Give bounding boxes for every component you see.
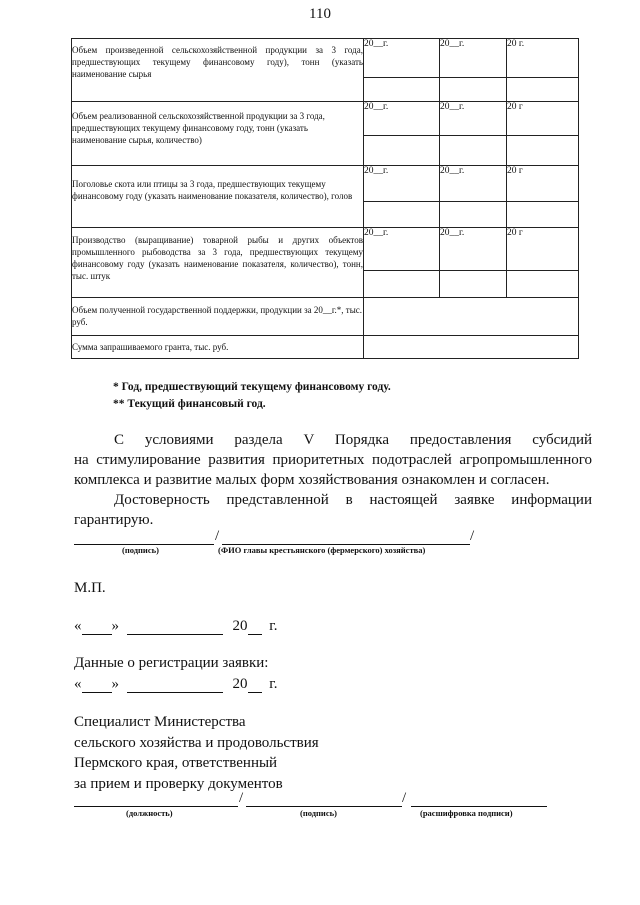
year-cell: 20 г [507,166,579,202]
table-row-label: Сумма запрашиваемого гранта, тыс. руб. [72,336,364,359]
day-blank[interactable] [82,680,112,693]
separator-slash: / [470,528,475,544]
table-row-label: Производство (выращивание) товарной рыбы и других объектов промышленного рыбоводства за 3 года, предшествующих текущему финансовому году (указать наименование показателя, количество), тонн, тыс. штук [72,228,364,298]
footnote: * Год, предшествующий текущему финансовому году. [113,381,391,393]
agreement-line: С условиями раздела V Порядка предоставления субсидий [114,432,592,448]
signature-caption: (подпись) [300,808,337,818]
value-cell[interactable] [440,136,507,166]
specialist-line: сельского хозяйства и продовольствия [74,734,319,751]
value-cell[interactable] [364,136,440,166]
quote-close: » [111,618,119,634]
seal-mark: М.П. [74,580,106,596]
value-cell[interactable] [507,136,579,166]
decoding-caption: (расшифровка подписи) [420,808,513,818]
table-row-label: Поголовье скота или птицы за 3 года, предшествующих текущему финансовому году (указать наименование показателя, количество), голов [72,166,364,228]
specialist-line: за прием и проверку документов [74,775,283,792]
year-cell: 20__г. [440,228,507,271]
data-table [71,38,579,359]
year-cell: 20__г. [364,166,440,202]
year-prefix: 20 [232,676,248,692]
year-prefix: 20 [232,618,248,634]
guarantee-line: Достоверность представленной в настоящей заявке информации [114,492,592,508]
value-cell[interactable] [364,202,440,228]
position-line[interactable] [74,806,238,807]
year-blank[interactable] [248,622,262,635]
position-caption: (должность) [126,808,173,818]
guarantee-paragraph [74,490,592,530]
registration-date-field [74,676,277,693]
year-cell: 20__г. [440,39,507,78]
value-cell[interactable] [507,78,579,102]
guarantee-line: гарантирую. [74,512,154,528]
year-cell: 20__г. [440,102,507,136]
quote-close: » [111,676,119,692]
value-cell[interactable] [440,202,507,228]
specialist-block [74,712,319,794]
specialist-line: Специалист Министерства [74,714,246,730]
page-number: 110 [309,6,331,22]
month-blank[interactable] [127,680,223,693]
table-row-label: Объем произведенной сельскохозяйственной продукции за 3 года, предшествующих текущему финансовому году), тонн (указать наименование сырья [72,39,364,102]
agreement-line: на стимулирование развития приоритетных подотраслей агропромышленного [74,452,592,468]
table-row-label: Объем реализованной сельскохозяйственной продукции за 3 года, предшествующих текущему финансовому году, тонн (указать наименование сырья, количество) [72,102,364,166]
value-cell[interactable] [507,271,579,298]
year-suffix: г. [269,618,278,634]
year-cell: 20__г. [364,228,440,271]
year-cell: 20__г. [364,39,440,78]
value-cell[interactable] [364,271,440,298]
quote-open: « [74,676,82,692]
decoding-line[interactable] [411,806,547,807]
separator-slash: / [402,790,407,806]
year-cell: 20__г. [440,166,507,202]
date-field [74,618,277,635]
specialist-line: Пермского края, ответственный [74,755,278,771]
year-blank[interactable] [248,680,262,693]
value-cell[interactable] [364,298,579,336]
fio-caption: (ФИО главы крестьянского (фермерского) хозяйства) [218,545,426,555]
quote-open: « [74,618,82,634]
agreement-line: комплекса и развитие малых форм хозяйствования ознакомлен и согласен. [74,472,550,488]
year-suffix: г. [269,676,278,692]
value-cell[interactable] [440,78,507,102]
year-cell: 20 г [507,228,579,271]
signature-caption: (подпись) [122,545,159,555]
separator-slash: / [239,790,244,806]
table-row-label: Объем полученной государственной поддержки, продукции за 20__г.*, тыс. руб. [72,298,364,336]
year-cell: 20 г. [507,39,579,78]
year-cell: 20__г. [364,102,440,136]
year-cell: 20 г [507,102,579,136]
specialist-signature-line[interactable] [246,806,402,807]
footnote: ** Текущий финансовый год. [113,398,266,410]
value-cell[interactable] [364,78,440,102]
value-cell[interactable] [507,202,579,228]
registration-label: Данные о регистрации заявки: [74,655,269,671]
value-cell[interactable] [440,271,507,298]
separator-slash: / [215,528,220,544]
day-blank[interactable] [82,622,112,635]
agreement-paragraph [74,430,592,490]
month-blank[interactable] [127,622,223,635]
value-cell[interactable] [364,336,579,359]
